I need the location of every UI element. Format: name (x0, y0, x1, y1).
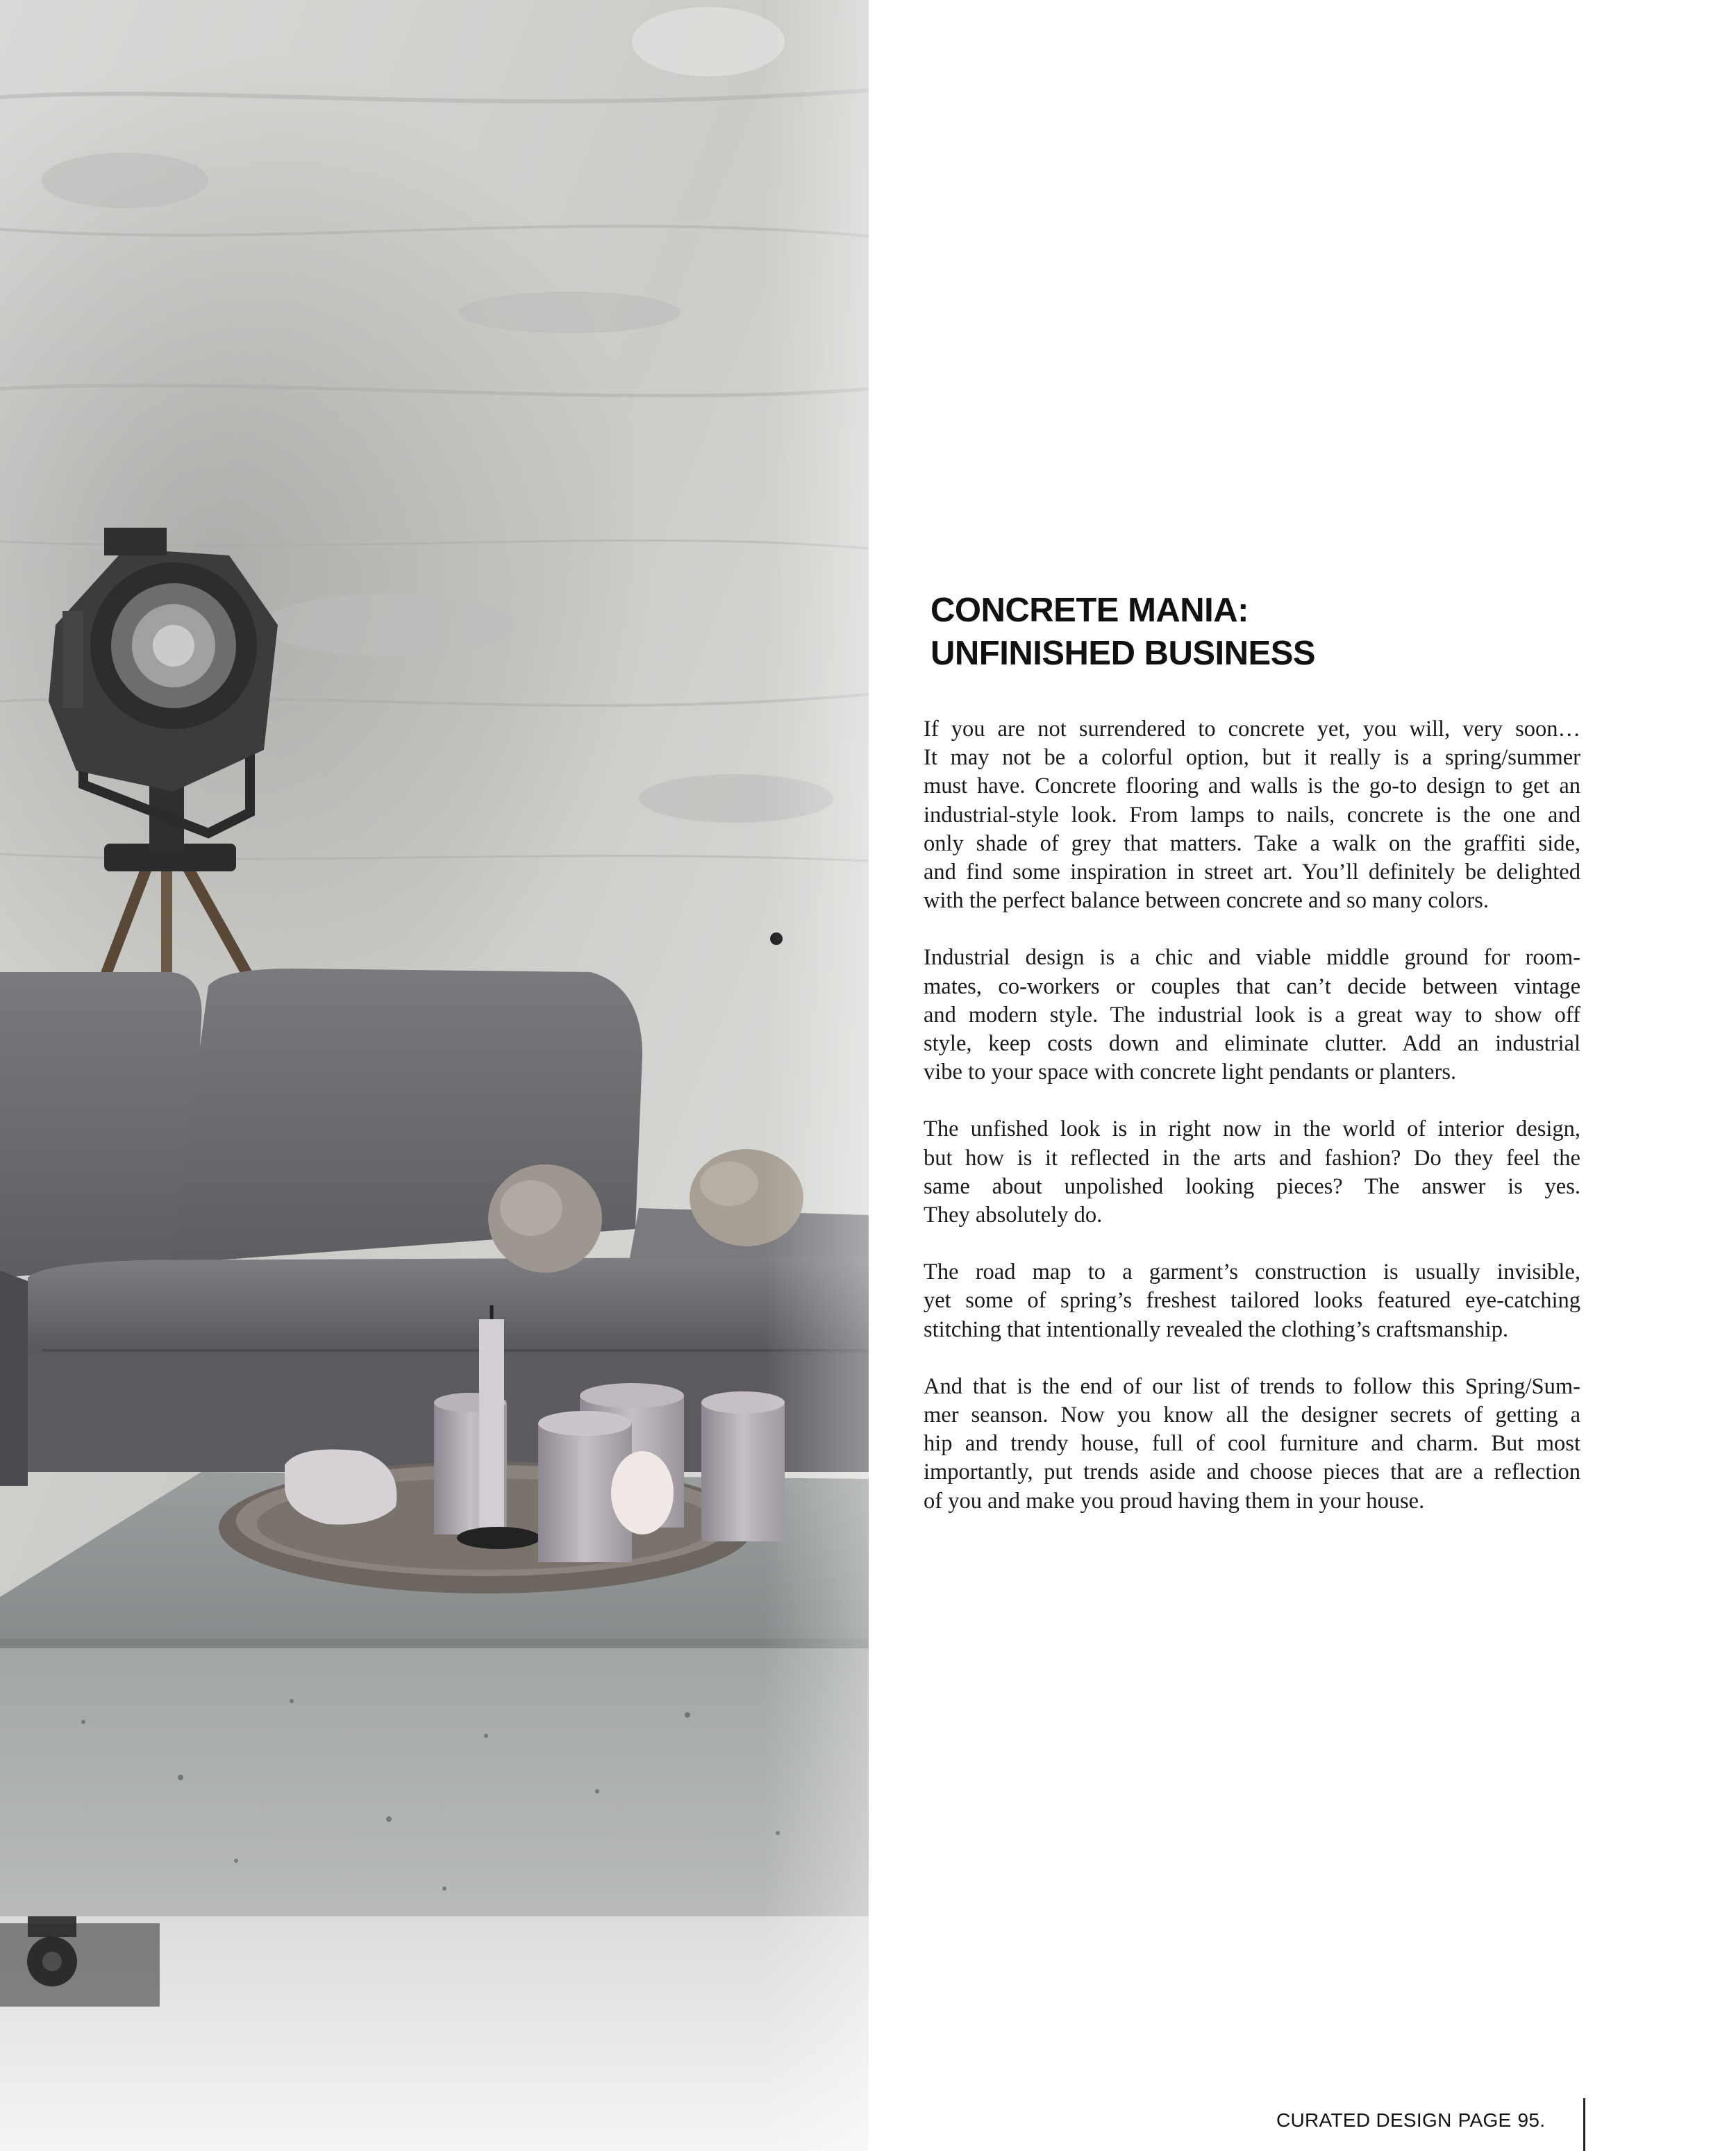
paragraph-garment-construction (924, 1258, 1580, 1344)
text-line: style, keep costs down and eliminate clutter. Add an industrial (924, 1031, 1580, 1057)
text-line: The unfished look is in right now in the world of interior design, (924, 1116, 1580, 1142)
paragraph-intro (924, 715, 1580, 915)
text-line: They absolutely do. (924, 1203, 1103, 1228)
title-line: CONCRETE MANIA: (930, 592, 1249, 629)
footer-rule (1583, 2098, 1585, 2151)
text-line: must have. Concrete flooring and walls is the go-to design to get an (924, 773, 1580, 799)
text-line: only shade of grey that matters. Take a walk on the graffiti side, (924, 830, 1580, 856)
text-line: same about unpolished looking pieces? The answer is yes. (924, 1173, 1580, 1199)
text-line: with the perfect balance between concrete and so many colors. (924, 888, 1489, 914)
article-title (930, 589, 1580, 675)
text-line: and find some inspiration in street art. You’ll definitely be delighted (924, 860, 1580, 885)
text-line: vibe to your space with concrete light pendants or planters. (924, 1060, 1457, 1085)
text-line: mates, co-workers or couples that can’t decide between vintage (924, 973, 1580, 999)
paragraph-industrial-design (924, 944, 1580, 1087)
text-line: but how is it reflected in the arts and fashion? Do they feel the (924, 1145, 1580, 1171)
text-line: of you and make you proud having them in your house. (924, 1488, 1425, 1514)
text-line: And that is the end of our list of trends to follow this Spring/Sum- (924, 1373, 1580, 1399)
publication-name: CURATED DESIGN (1276, 2109, 1452, 2131)
text-line: hip and trendy house, full of cool furniture and charm. But most (924, 1431, 1580, 1457)
text-line: mer seanson. Now you know all the designer secrets of getting a (924, 1403, 1580, 1428)
page-label: PAGE (1458, 2109, 1512, 2131)
text-line: industrial-style look. From lamps to nails, concrete is the one and (924, 802, 1580, 828)
paragraph-conclusion (924, 1373, 1580, 1516)
text-line: stitching that intentionally revealed the clothing’s craftsmanship. (924, 1316, 1509, 1342)
text-line: importantly, put trends aside and choose pieces that are a reflection (924, 1459, 1580, 1485)
text-line: and modern style. The industrial look is a great way to show off (924, 1002, 1580, 1028)
paragraph-unfinished-look (924, 1115, 1580, 1230)
text-line: If you are not surrendered to concrete yet, you will, very soon… (924, 717, 1580, 742)
text-line: Industrial design is a chic and viable middle ground for room- (924, 945, 1580, 971)
text-line: The road map to a garment’s construction is usually invisible, (924, 1259, 1580, 1285)
article (924, 589, 1580, 1544)
text-line: It may not be a colorful option, but it really is a spring/summer (924, 745, 1580, 771)
title-line: UNFINISHED BUSINESS (930, 635, 1316, 672)
page-footer (1276, 2109, 1551, 2132)
page-number: 95. (1517, 2109, 1546, 2131)
text-line: yet some of spring’s freshest tailored looks featured eye-catching (924, 1288, 1580, 1314)
